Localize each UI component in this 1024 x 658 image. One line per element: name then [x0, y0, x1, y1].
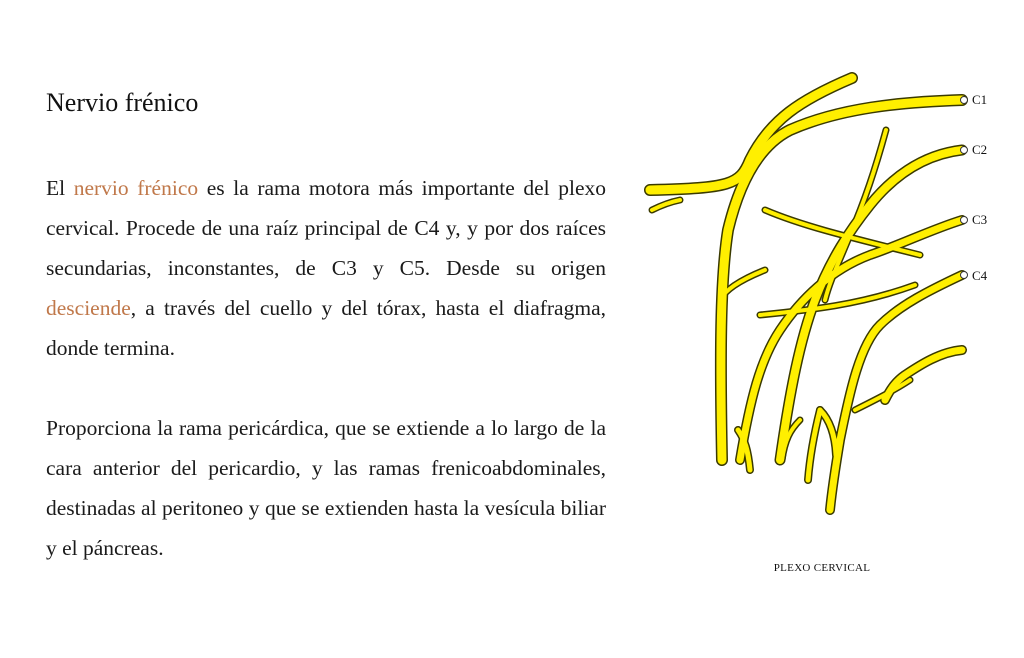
paragraph-1-text-b: es la rama motora más importante del plexo cervical. Procede de una raíz principal de C4 y, y por dos raíces secundarias, inconstantes, de C3 y C5. Desde su origen [46, 176, 606, 280]
paragraph-1-text-c: , a través del cuello y del tórax, hasta el diafragma, donde termina. [46, 296, 606, 360]
paragraph-2: Proporciona la rama pericárdica, que se extiende a lo largo de la cara anterior del pericardio, y las ramas frenicoabdominales, destinadas al peritoneo y que se extienden hasta la vesícula biliar y el páncreas. [46, 416, 606, 560]
paragraph-1-text-a: El [46, 176, 74, 200]
label-c1: C1 [972, 92, 988, 107]
plexo-cervical-figure [640, 60, 1010, 520]
body-text [46, 168, 606, 608]
nerve-diagram [640, 60, 1010, 520]
root-ending-c1 [961, 97, 968, 104]
paragraph-1 [46, 168, 606, 368]
label-c2: C2 [972, 142, 988, 157]
root-ending-c3 [961, 217, 968, 224]
root-ending-c2 [961, 147, 968, 154]
root-ending-c4 [961, 272, 968, 279]
link-nervio-frenico[interactable]: nervio frénico [73, 176, 199, 200]
figure-caption: PLEXO CERVICAL [773, 562, 871, 574]
page-title: Nervio frénico [46, 88, 199, 117]
label-c4: C4 [972, 268, 988, 283]
root-endings [961, 97, 968, 279]
link-desciende[interactable]: desciende [46, 296, 131, 320]
label-c3: C3 [972, 212, 988, 227]
